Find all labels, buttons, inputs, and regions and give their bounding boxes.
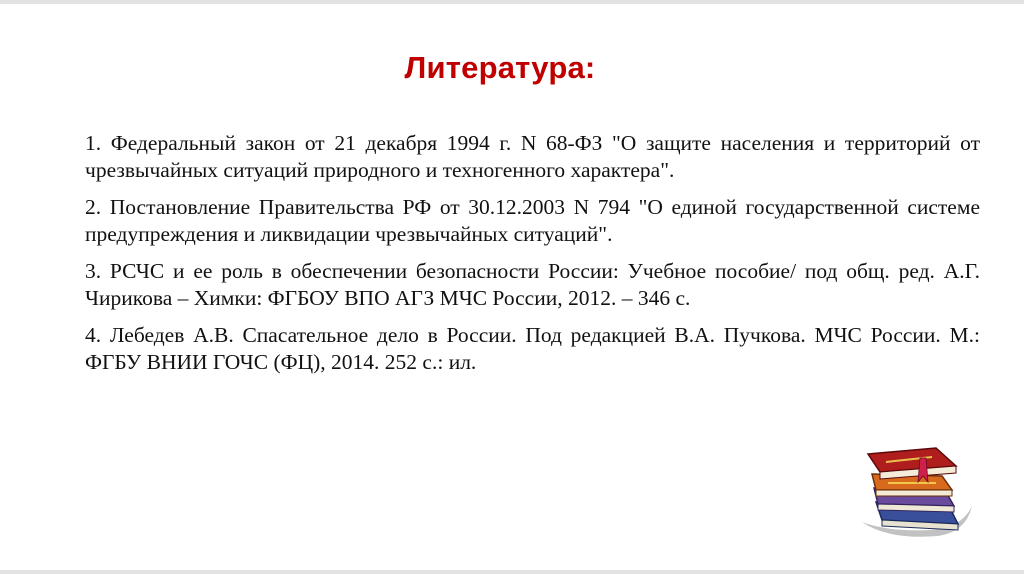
books-stack-icon (858, 436, 976, 542)
reference-item-3: 3. РСЧС и ее роль в обеспечении безопасности России: Учебное пособие/ под общ. ред. А.Г. Чирикова – Химки: ФГБОУ ВПО АГЗ МЧС России, 2012. – 346 с. (85, 259, 980, 310)
reference-list (85, 130, 980, 386)
reference-item-2: 2. Постановление Правительства РФ от 30.12.2003 N 794 "О единой государственной системе предупреждения и ликвидации чрезвычайных ситуаций". (85, 195, 980, 246)
reference-item-1: 1. Федеральный закон от 21 декабря 1994 г. N 68-ФЗ "О защите населения и территорий от чрезвычайных ситуаций природного и техногенного характера". (85, 131, 980, 182)
slide-title: Литература: (404, 50, 596, 85)
bottom-border (0, 570, 1024, 574)
top-border (0, 0, 1024, 4)
reference-item-4: 4. Лебедев А.В. Спасательное дело в России. Под редакцией В.А. Пучкова. МЧС России. М.: ФГБУ ВНИИ ГОЧС (ФЦ), 2014. 252 с.: ил. (85, 323, 980, 374)
